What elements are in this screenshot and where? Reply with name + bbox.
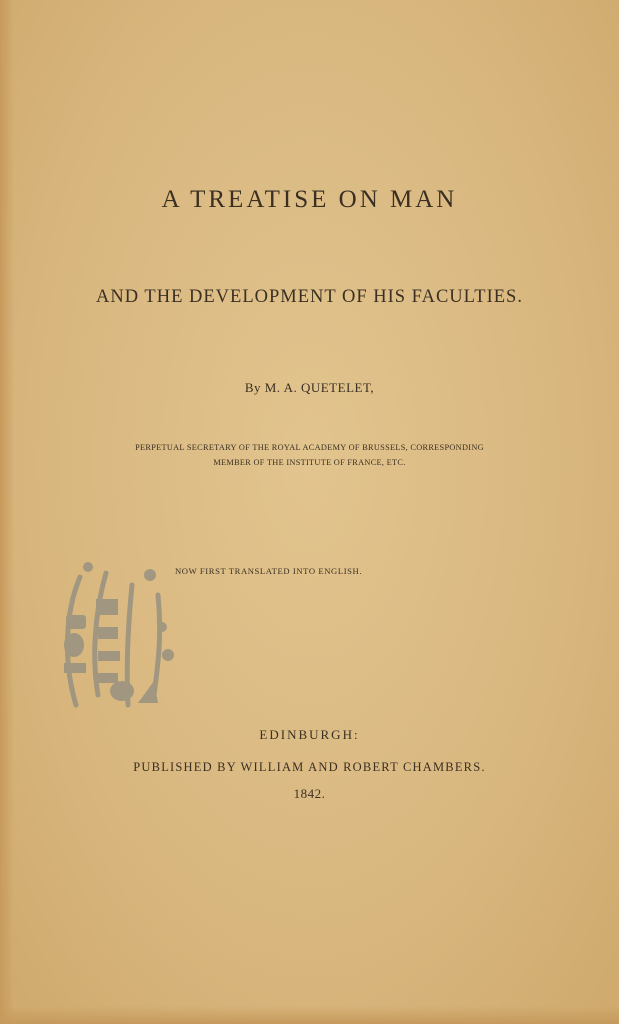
- imprint-city: EDINBURGH:: [259, 727, 360, 742]
- book-subtitle: AND THE DEVELOPMENT OF HIS FACULTIES.: [96, 287, 523, 307]
- library-stamp-icon: [58, 555, 178, 715]
- translation-note: NOW FIRST TRANSLATED INTO ENGLISH.: [175, 566, 363, 576]
- author-prefix: By: [244, 380, 261, 395]
- imprint-year: 1842.: [293, 786, 326, 801]
- page-bottom-shadow: [0, 1006, 619, 1024]
- author-credentials-line-2: MEMBER OF THE INSTITUTE OF FRANCE, ETC.: [213, 458, 406, 467]
- author-name: M. A. QUETELET,: [264, 380, 375, 395]
- author-line: [0, 380, 619, 396]
- author-credentials-line-1: PERPETUAL SECRETARY OF THE ROYAL ACADEMY OF BRUSSELS, CORRESPONDING: [135, 443, 484, 452]
- imprint-publisher: PUBLISHED BY WILLIAM AND ROBERT CHAMBERS.: [133, 760, 486, 774]
- page-edge-shadow: [0, 0, 14, 1024]
- book-title: A TREATISE ON MAN: [161, 186, 458, 213]
